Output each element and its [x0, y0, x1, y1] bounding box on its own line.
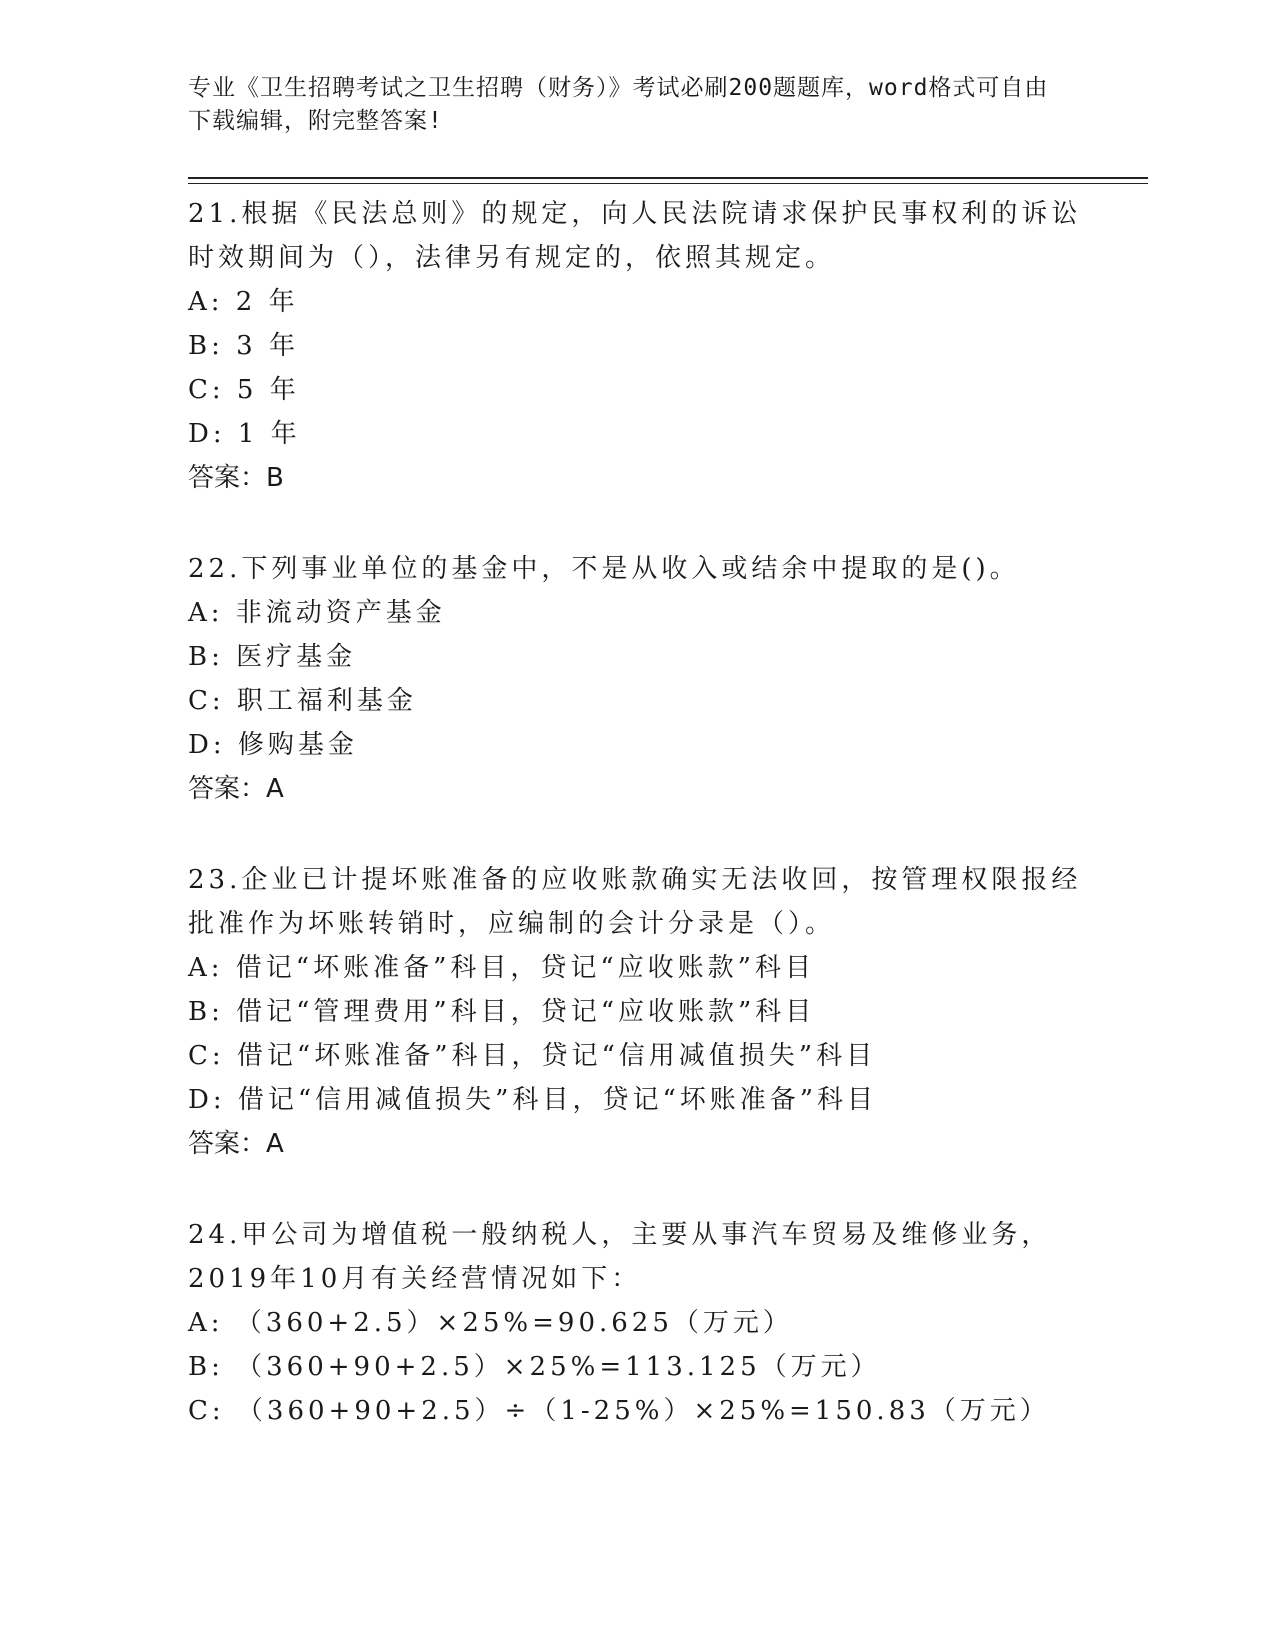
header-divider-thin	[188, 183, 1148, 184]
option-c: C: 职工福利基金	[188, 686, 417, 716]
option-b: B: 借记“管理费用”科目，贷记“应收账款”科目	[188, 997, 816, 1027]
option-a: A: 非流动资产基金	[188, 598, 446, 628]
option-b: B: （360+90+2.5）×25%=113.125（万元）	[188, 1352, 881, 1382]
spacer	[188, 1166, 1088, 1213]
spacer	[188, 811, 1088, 858]
option-b: B: 3 年	[188, 331, 299, 361]
option-a: A: （360+2.5）×25%=90.625（万元）	[188, 1308, 793, 1338]
option-d: D: 修购基金	[188, 730, 358, 760]
question-24	[188, 1213, 1088, 1433]
option-b: B: 医疗基金	[188, 642, 357, 672]
option-c: C: 5 年	[188, 375, 300, 405]
option-d: D: 借记“信用减值损失”科目，贷记“坏账准备”科目	[188, 1085, 878, 1115]
answer-line: 答案：A	[188, 1129, 284, 1159]
option-a: A: 2 年	[188, 287, 299, 317]
question-22	[188, 547, 1088, 811]
option-c: C: 借记“坏账准备”科目，贷记“信用减值损失”科目	[188, 1041, 877, 1071]
spacer	[188, 500, 1088, 547]
question-text: 22.下列事业单位的基金中，不是从收入或结余中提取的是()。	[188, 554, 1020, 584]
answer-line: 答案：B	[188, 463, 284, 493]
question-list	[188, 192, 1088, 1433]
question-text: 23.企业已计提坏账准备的应收账款确实无法收回，按管理权限报经批准作为坏账转销时，应编制的会计分录是（）。	[188, 865, 1082, 939]
question-text: 21.根据《民法总则》的规定，向人民法院请求保护民事权利的诉讼时效期间为（），法律另有规定的，依照其规定。	[188, 199, 1082, 273]
option-c: C: （360+90+2.5）÷（1-25%）×25%=150.83（万元）	[188, 1396, 1050, 1426]
document-header: 专业《卫生招聘考试之卫生招聘（财务）》考试必刷200题题库，word格式可自由下载编辑，附完整答案!	[188, 75, 1049, 134]
answer-line: 答案：A	[188, 774, 284, 804]
header-divider-thick	[188, 177, 1148, 179]
option-a: A: 借记“坏账准备”科目，贷记“应收账款”科目	[188, 953, 815, 983]
option-d: D: 1 年	[188, 419, 301, 449]
question-21	[188, 192, 1088, 500]
question-23	[188, 858, 1088, 1166]
question-text: 24.甲公司为增值税一般纳税人，主要从事汽车贸易及维修业务，2019年10月有关经营情况如下：	[188, 1220, 1052, 1294]
